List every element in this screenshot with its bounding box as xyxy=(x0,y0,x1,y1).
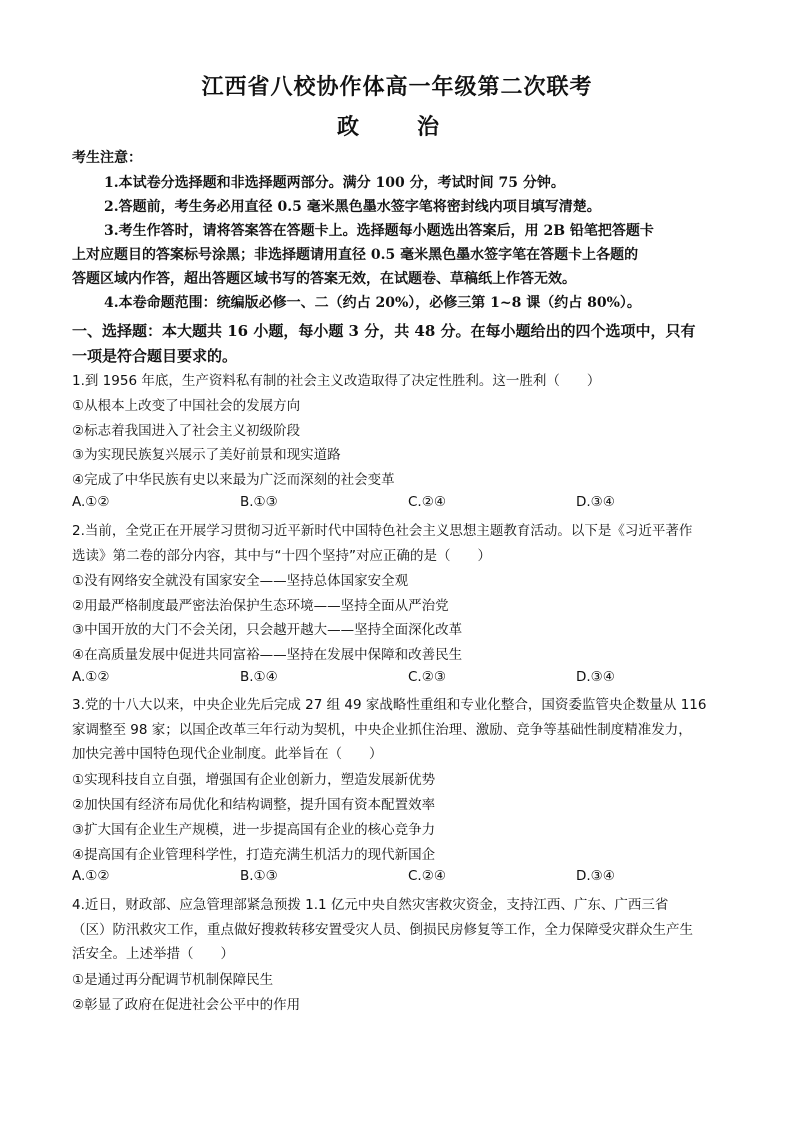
question-1-answer-d: D.③④ xyxy=(576,494,615,510)
question-2-answer-d: D.③④ xyxy=(576,669,615,685)
question-3-option-4: ④提高国有企业管理科学性，打造充满生机活力的现代新国企 xyxy=(72,847,436,863)
question-2-option-2: ②用最严格制度最严密法治保护生态环境——坚持全面从严治党 xyxy=(72,598,449,614)
question-3-answers xyxy=(72,868,672,892)
question-1-stem-line-1: 1.到 1956 年底，生产资料私有制的社会主义改造取得了决定性胜利。这一胜利（ ） xyxy=(72,373,601,389)
question-2-answer-a: A.①② xyxy=(72,669,110,685)
notice-heading: 考生注意： xyxy=(72,150,142,166)
notice-item-3-cont-2: 答题区域内作答，超出答题区域书写的答案无效，在试题卷、草稿纸上作答无效。 xyxy=(72,271,576,287)
question-3-option-1: ①实现科技自立自强，增强国有企业创新力，塑造发展新优势 xyxy=(72,772,436,788)
notice-item-2: 2.答题前，考生务必用直径 0.5 毫米黑色墨水签字笔将密封线内项目填写清楚。 xyxy=(104,199,601,215)
question-1-answer-a: A.①② xyxy=(72,494,110,510)
question-2-answer-c: C.②③ xyxy=(408,669,446,685)
section-heading-line-2: 一项是符合题目要求的。 xyxy=(72,347,238,365)
notice-block xyxy=(72,171,724,315)
question-3-stem xyxy=(72,693,724,767)
exam-title: 江西省八校协作体高一年级第二次联考 xyxy=(201,74,593,100)
notice-item-4: 4.本卷命题范围：统编版必修一、二（约占 20%），必修三第 1~8 课（约占 80%）。 xyxy=(104,295,641,311)
notice-item-3: 3.考生作答时，请将答案答在答题卡上。选择题每小题选出答案后，用 2B 铅笔把答题卡 xyxy=(104,223,654,239)
question-4-stem-line-2: （区）防汛救灾工作，重点做好搜救转移安置受灾人员、倒损民房修复等工作，全力保障受灾群众生产生 xyxy=(72,921,693,938)
question-3-answer-d: D.③④ xyxy=(576,868,615,884)
question-3-stem-line-2: 家调整至 98 家；以国企改革三年行动为契机，中央企业抓住治理、激励、竞争等基础性制度精准发力， xyxy=(72,721,692,738)
question-1-option-2: ②标志着我国进入了社会主义初级阶段 xyxy=(72,423,301,439)
subject-title: 政 治 xyxy=(336,114,457,140)
question-1-option-4: ④完成了中华民族有史以来最为广泛而深刻的社会变革 xyxy=(72,472,395,488)
notice-item-1: 1.本试卷分选择题和非选择题两部分。满分 100 分，考试时间 75 分钟。 xyxy=(104,175,565,191)
question-4-stem xyxy=(72,893,724,967)
question-2-option-1: ①没有网络安全就没有国家安全——坚持总体国家安全观 xyxy=(72,573,409,589)
question-1-answer-b: B.①③ xyxy=(240,494,278,510)
question-2-stem-line-1: 2.当前，全党正在开展学习贯彻习近平新时代中国特色社会主义思想主题教育活动。以下是《习近平著作 xyxy=(72,523,693,539)
section-heading-line-1: 一、选择题：本大题共 16 小题，每小题 3 分，共 48 分。在每小题给出的四个选项中，只有 xyxy=(72,322,696,340)
question-1-stem xyxy=(72,369,724,394)
question-1-answers xyxy=(72,494,672,518)
question-4-option-1: ①是通过再分配调节机制保障民生 xyxy=(72,972,274,988)
question-1-option-3: ③为实现民族复兴展示了美好前景和现实道路 xyxy=(72,447,341,463)
question-2-option-4: ④在高质量发展中促进共同富裕——坚持在发展中保障和改善民生 xyxy=(72,647,463,663)
question-3-option-2: ②加快国有经济布局优化和结构调整，提升国有资本配置效率 xyxy=(72,797,436,813)
question-2-stem-line-2: 选读》第二卷的部分内容，其中与“十四个坚持”对应正确的是（ ） xyxy=(72,547,491,564)
question-3-option-3: ③扩大国有企业生产规模，进一步提高国有企业的核心竞争力 xyxy=(72,822,436,838)
question-3-answer-a: A.①② xyxy=(72,868,110,884)
question-1-option-1: ①从根本上改变了中国社会的发展方向 xyxy=(72,398,301,414)
question-2-stem xyxy=(72,519,724,568)
question-4-stem-line-1: 4.近日，财政部、应急管理部紧急预拨 1.1 亿元中央自然灾害救灾资金，支持江西、广东、广西三省 xyxy=(72,897,669,913)
notice-item-3-cont-1: 上对应题目的答案标号涂黑；非选择题请用直径 0.5 毫米黑色墨水签字笔在答题卡上各题的 xyxy=(72,247,639,263)
question-3-stem-line-1: 3.党的十八大以来，中央企业先后完成 27 组 49 家战略性重组和专业化整合，国资委监管央企数量从 116 xyxy=(72,697,707,713)
question-4-option-2: ②彰显了政府在促进社会公平中的作用 xyxy=(72,997,301,1013)
question-3-stem-line-3: 加快完善中国特色现代企业制度。此举旨在（ ） xyxy=(72,746,383,762)
question-1-answer-c: C.②④ xyxy=(408,494,446,510)
question-2-answer-b: B.①④ xyxy=(240,669,278,685)
section-heading xyxy=(72,319,724,369)
question-3-answer-c: C.②④ xyxy=(408,868,446,884)
question-2-answers xyxy=(72,669,672,693)
question-4-stem-line-3: 活安全。上述举措（ ） xyxy=(72,946,234,962)
question-2-option-3: ③中国开放的大门不会关闭，只会越开越大——坚持全面深化改革 xyxy=(72,622,463,638)
question-3-answer-b: B.①③ xyxy=(240,868,278,884)
